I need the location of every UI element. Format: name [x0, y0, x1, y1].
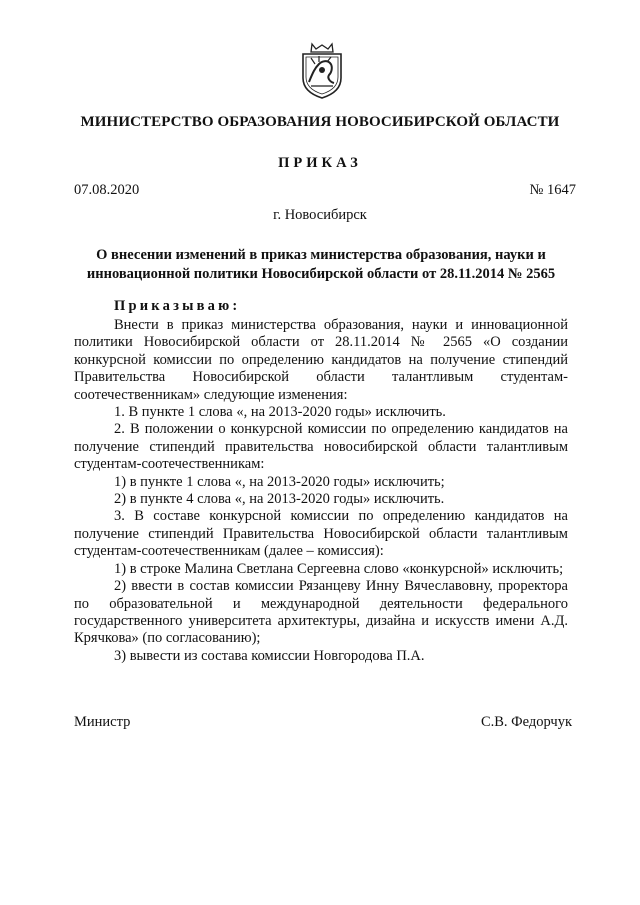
- paragraph-item-3-1: 1) в строке Малина Светлана Сергеевна слово «конкурсной» исключить;: [114, 560, 564, 577]
- document-number: № 1647: [529, 182, 576, 198]
- paragraph-item-3-3: 3) вывести из состава комиссии Новгородова П.А.: [114, 647, 425, 664]
- ministry-name: МИНИСТЕРСТВО ОБРАЗОВАНИЯ НОВОСИБИРСКОЙ ОБЛАСТИ: [80, 114, 560, 130]
- document-type: ПРИКАЗ: [278, 155, 362, 171]
- paragraph-intro: Внести в приказ министерства образования, науки и инновационной политики Новосибирской области от 28.11.2014 № 2565 «О создании конкурсной комиссии по определению кандидатов на получение стипендий Правительства Новосибирской области талантливым студентам-соотечественникам» следующие изменения:: [74, 317, 568, 403]
- order-word: Приказываю:: [114, 298, 241, 314]
- signatory-title: Министр: [74, 714, 131, 730]
- paragraph-item-3: 3. В составе конкурсной комиссии по определению кандидатов на получение стипендий Правительства Новосибирской области талантливым студентам-соотечественникам (далее – комиссия):: [74, 508, 568, 560]
- document-city: г. Новосибирск: [273, 207, 367, 223]
- paragraph-item-1: 1. В пункте 1 слова «, на 2013-2020 годы» исключить.: [114, 404, 446, 421]
- paragraph-item-2-2: 2) в пункте 4 слова «, на 2013-2020 годы» исключить.: [114, 491, 445, 508]
- document-body: [74, 317, 568, 665]
- paragraph-item-2-1: 1) в пункте 1 слова «, на 2013-2020 годы» исключить;: [114, 473, 445, 490]
- signatory-name: С.В. Федорчук: [480, 714, 572, 730]
- document-subject: О внесении изменений в приказ министерства образования, науки и инновационной политики Новосибирской области от 28.11.2014 № 2565: [86, 247, 556, 282]
- coat-of-arms-icon: [299, 42, 345, 100]
- paragraph-item-3-2: 2) ввести в состав комиссии Рязанцеву Инну Вячеславовну, проректора по образовательной и международной деятельности федерального государственного университета архитектуры, дизайна и искусств имени А.Д. Крячкова» (по согласованию);: [74, 578, 568, 647]
- document-date: 07.08.2020: [74, 182, 140, 198]
- paragraph-item-2: 2. В положении о конкурсной комиссии по определению кандидатов на получение стипендий правительства новосибирской области талантливым студентам-соотечественникам:: [74, 421, 568, 473]
